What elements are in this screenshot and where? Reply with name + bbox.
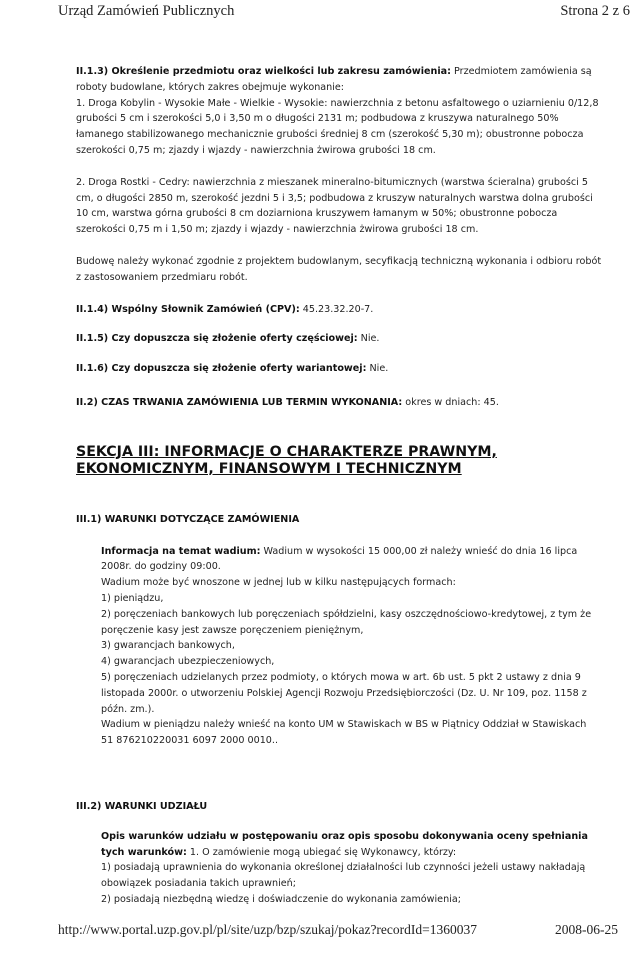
conditions-description	[101, 829, 601, 861]
condition-2: 2) posiadają niezbędną wiedzę i doświadczenie do wykonania zamówienia;	[101, 893, 461, 905]
section-iii-1-label: III.1) WARUNKI DOTYCZĄCE ZAMÓWIENIA	[76, 513, 300, 525]
footer-date: 2008-06-25	[555, 922, 618, 937]
wadium-form-4: 4) gwarancjach ubezpieczeniowych,	[101, 656, 275, 668]
section-ii-1-3-item-1: 1. Droga Kobylin - Wysokie Małe - Wielkie - Wysokie: nawierzchnia z betonu asfaltowego o uziarnieniu 0/12,8 grubości 5 cm i szerokości 5,0 i 3,50 m o długości 2131 m; podbudowa z kruszywa naturalnego 50% łamanego stabilizowanego mechanicznie grubości średniej 8 cm (szerokość 5,30 m); obustronne pobocza szerokości 0,75 m; zjazdy i wjazdy - nawierzchnia żwirowa grubości 18 cm.	[76, 97, 599, 156]
section-ii-1-4-value: 45.23.32.20-7.	[299, 303, 374, 315]
conditions-label: Opis warunków udziału w postępowaniu oraz opis sposobu dokonywania oceny spełniania tych warunków:	[101, 830, 588, 858]
wadium-form-5: 5) poręczeniach udzielanych przez podmioty, o których mowa w art. 6b ust. 5 pkt 2 ustawy z dnia 9 listopada 2000r. o utworzeniu Polskiej Agencji Rozwoju Przedsiębiorczości (Dz. U. Nr 109, poz. 1158 z późn. zm.).	[101, 671, 587, 715]
footer-url: http://www.portal.uzp.gov.pl/pl/site/uzp/bzp/szukaj/pokaz?recordId=1360037	[58, 922, 478, 937]
wadium-account: Wadium w pieniądzu należy wnieść na konto UM w Stawiskach w BS w Piątnicy Oddział w Stawiskach 51 876210220031 6097 2000 0010..	[101, 719, 587, 747]
page-header	[58, 3, 630, 20]
section-ii-2-label: II.2) CZAS TRWANIA ZAMÓWIENIA LUB TERMIN WYKONANIA:	[76, 396, 403, 408]
wadium-form-3: 3) gwarancjach bankowych,	[101, 640, 235, 652]
document-body	[76, 64, 606, 908]
section-ii-1-4	[76, 302, 606, 318]
section-ii-1-6	[76, 361, 606, 377]
section-iii-2-label: III.2) WARUNKI UDZIAŁU	[76, 800, 208, 812]
wadium-label: Informacja na temat wadium:	[101, 545, 261, 557]
wadium-info	[101, 544, 601, 576]
section-iii-title	[76, 444, 606, 478]
section-ii-1-3-item-2: 2. Droga Rostki - Cedry: nawierzchnia z mieszanek mineralno-bitumicznych (warstwa ścieralna) grubości 5 cm, o długości 2850 m, szerokość jezdni 5 i 3,5; podbudowa z kruszyw naturalnych warstwa dolna grubości 10 cm, warstwa górna grubości 8 cm doziarniona kruszywem łamanym w 50%; obustronne pobocza szerokości 0,75 m i 1,50 m; zjazdy i wjazdy - nawierzchnia żwirowa grubości 18 cm.	[76, 176, 593, 236]
section-ii-1-3	[76, 64, 606, 96]
section-ii-1-6-value: Nie.	[366, 363, 389, 375]
section-ii-1-4-label: II.1.4) Wspólny Słownik Zamówień (CPV):	[76, 303, 300, 315]
section-ii-1-3-intro: Przedmiotem zamówienia są roboty budowlane, których zakres obejmuje wykonanie:	[76, 66, 592, 93]
wadium-form-1: 1) pieniądzu,	[101, 592, 164, 604]
section-ii-1-5	[76, 331, 606, 347]
conditions-intro: 1. O zamówienie mogą ubiegać się Wykonawcy, którzy:	[186, 846, 457, 858]
condition-1: 1) posiadają uprawnienia do wykonania określonej działalności lub czynności jeżeli ustawy nakładają obowiązek posiadania takich uprawnień;	[101, 862, 586, 890]
section-ii-1-3-note: Budowę należy wykonać zgodnie z projektem budowlanym, secyfikacją techniczną wykonania i odbioru robót z zastosowaniem przedmiaru robót.	[76, 255, 602, 283]
page-number: Strona 2 z 6	[560, 3, 630, 19]
section-ii-1-6-label: II.1.6) Czy dopuszcza się złożenie oferty wariantowej:	[76, 363, 367, 375]
section-ii-1-3-label: II.1.3) Określenie przedmiotu oraz wielkości lub zakresu zamówienia:	[76, 66, 451, 77]
wadium-forms-intro: Wadium może być wnoszone w jednej lub w kilku następujących formach:	[101, 577, 456, 589]
wadium-form-2: 2) poręczeniach bankowych lub poręczeniach spółdzielni, kasy oszczędnościowo-kredytowej, z tym że poręczenie kasy jest zawsze poręczeniem pieniężnym,	[101, 608, 592, 636]
section-iii-title-line-2: EKONOMICZNYM, FINANSOWYM I TECHNICZNYM	[76, 460, 462, 477]
section-ii-1-5-value: Nie.	[357, 333, 380, 345]
section-ii-1-5-label: II.1.5) Czy dopuszcza się złożenie oferty częściowej:	[76, 333, 358, 345]
page-footer	[58, 922, 618, 938]
section-ii-2-value: okres w dniach: 45.	[402, 396, 499, 408]
section-ii-2	[76, 395, 606, 411]
header-title: Urząd Zamówień Publicznych	[58, 3, 235, 19]
section-iii-title-line-1: SEKCJA III: INFORMACJE O CHARAKTERZE PRAWNYM,	[76, 443, 497, 460]
wadium-text: Wadium w wysokości 15 000,00 zł należy wnieść do dnia 16 lipca 2008r. do godziny 09:00.	[101, 545, 578, 573]
